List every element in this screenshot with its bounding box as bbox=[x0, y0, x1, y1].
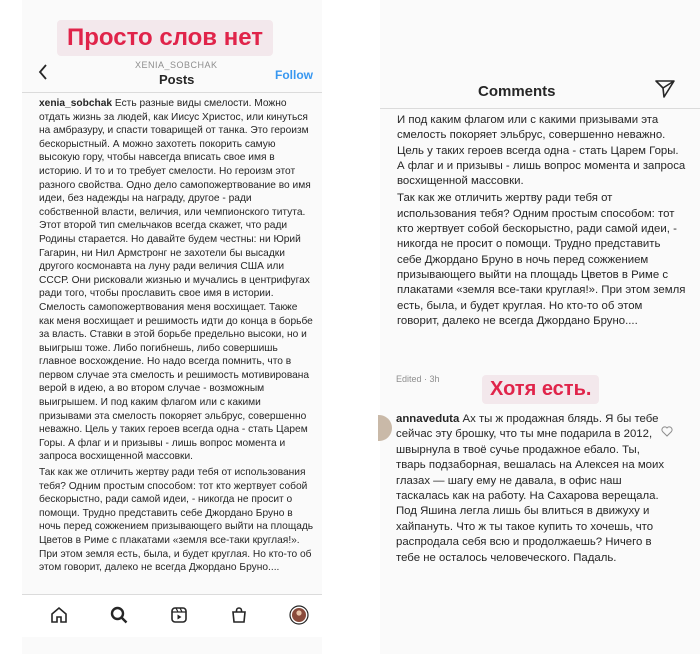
comments-divider bbox=[380, 108, 700, 109]
sticker-caption: Просто слов нет bbox=[57, 20, 273, 56]
shop-icon[interactable] bbox=[224, 600, 254, 630]
comment-meta: Edited · 3h bbox=[396, 374, 440, 384]
heart-icon[interactable] bbox=[661, 424, 673, 442]
reply-text: Ах ты ж продажная блядь. Я бы тебе сейчас эту брошку, что ты мне подарила в 2012, швырнула в твоё сучье продажное ебало. Ты, тварь подзаборная, вешалась на Алексея на моих глазах — шагу ему не давала, в офис наш таскалась как на работу. На Сахарова верещала. Под Яшина легла лишь бы влиться в движуху и хайпануть. Что ж ты такое купить то хочешь, что распродала себя всю и продолжаешь? Ничего в тебе не осталось человеческого. Падаль. bbox=[396, 413, 665, 564]
comment-text: И под каким флагом или с какими призывами эта смелость покоряет эльбрус, совершенно неважно. Цель у таких героев всегда одна - стать Царем Горы. А флаг и и призывы - лишь вопрос момента и запроса восхищенной массовки. bbox=[397, 114, 686, 188]
home-icon[interactable] bbox=[44, 600, 74, 630]
send-icon[interactable] bbox=[654, 79, 676, 104]
search-icon[interactable] bbox=[104, 600, 134, 630]
comments-title: Comments bbox=[478, 83, 556, 100]
header-username: XENIA_SOBCHAK bbox=[135, 60, 218, 70]
reply-comment bbox=[396, 412, 666, 566]
reels-icon[interactable] bbox=[164, 600, 194, 630]
post-comment bbox=[397, 113, 687, 329]
caption-text-2: Так как же отличить жертву ради тебя от использования тебя? Одним простым способом: тот кто жертвует собой бескорыстно, ради самой идеи, - никогда не просит о помощи. Трудно представить себе Джордано Бруно в ночь перед сожжением призывающего выйти на площадь Цветов в Риме с плакатами «земля все-таки круглая!». При этом земля есть, была, и будет круглая. Но кто-то об этом говорит, далеко не всегда Джордано Бруно.... bbox=[39, 467, 314, 574]
header-title: Posts bbox=[159, 72, 195, 87]
sticker-reply: Хотя есть. bbox=[482, 375, 599, 404]
comment-text-2: Так как же отличить жертву ради тебя от использования тебя? Одним простым способом: тот кто жертвует собой бескорыстно, ради самой идеи, - никогда не просит о помощи. Трудно представить себе Джордано Бруно в ночь перед сожжением призывающего выйти на площадь Цветов в Риме с плакатами «земля все-таки круглая!». При этом земля есть, была, и будет круглая. Но кто-то об этом говорит, далеко не всегда Джордано Бруно.... bbox=[397, 192, 686, 327]
bottom-tab-bar bbox=[22, 594, 322, 636]
reply-username[interactable]: annaveduta bbox=[396, 413, 460, 425]
post-caption bbox=[39, 97, 314, 575]
follow-button[interactable]: Follow bbox=[275, 68, 313, 82]
header-divider bbox=[22, 92, 322, 93]
profile-icon[interactable] bbox=[284, 600, 314, 630]
caption-text: Есть разные виды смелости. Можно отдать жизнь за людей, как Иисус Христос, или кинуться на амбразуру, и спасти товарищей от танка. Это героизм бескорыстный. А можно захотеть покорить самую высокую гору, чтобы навсегда вписать свое имя в историю. И то и то требует смелости. Но героизм этот разного свойства. Одно дело самопожертвование во имя идеи, без надежды на награду, другое - ради собственной власти, величия, или чемпионского титута. Этот второй тип смельчаков всегда скажет, что ради Родины старается. Но давайте будем честны: ни Юрий Гагарин, ни Нил Армстронг не захотели бы высадки другого космонавта на луну ради величия США или СССР. Они рисковали жизнью и мучались в центрифугах ради того, чтобы прославить свое имя в истории. Смелость самопожертвования меня восхищает. Также как меня восхищает и решимость идти до конца в борьбе за власть. Ставки в этой борьбе предельно высоки, но и выигрыш тоже. Либо погибнешь, либо совершишь главное восхождение. Но надо всегда помнить, что в первом случае эта смелость и решимость мотивирована верой в идею, а во втором случае - возможным выигрышем. И под каким флагом или с какими призывами эта смелость покоряет эльбрус, совершенно неважно. Цель у таких героев всегда одна - стать Царем Горы. А флаг и и призывы - лишь вопрос момента и запроса восхищенной массовки. bbox=[39, 98, 313, 463]
back-icon[interactable] bbox=[38, 64, 48, 85]
caption-username[interactable]: xenia_sobchak bbox=[39, 98, 113, 109]
